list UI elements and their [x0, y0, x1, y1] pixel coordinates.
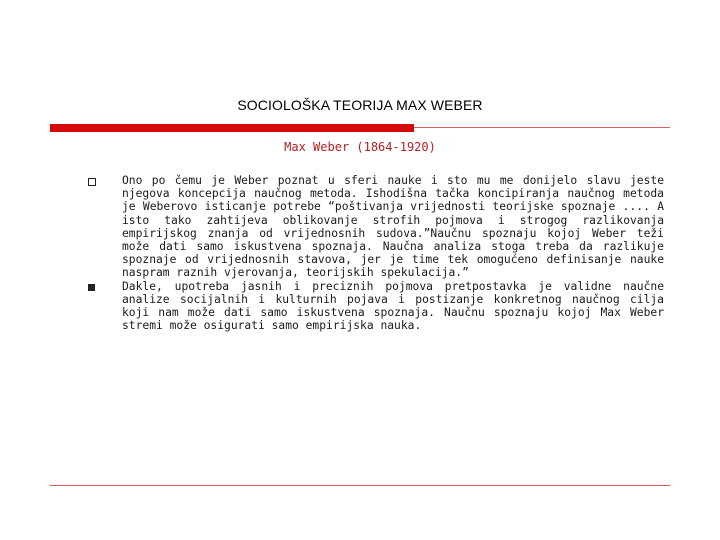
footer-rule	[50, 485, 670, 486]
slide-title: SOCIOLOŠKA TEORIJA MAX WEBER	[237, 97, 483, 113]
filled-square-icon	[88, 284, 95, 291]
bullet-item	[88, 174, 664, 280]
title-accent-bar	[50, 124, 414, 132]
bullet-text: Ono po čemu je Weber poznat u sferi nauke i sto mu me donijelo slavu jeste njegova koncepcija naučnog metoda. Ishodišna tačka koncipiranja naučnog metoda je Weberovo isticanje potrebe “poštivanja vrijednosti teorijske spoznaje .... A isto tako zahtijeva oblikovanje strofih pojmova i strogog razlikovanja empirijskog znanja od vrijednosnih sudova.”Naučnu spoznaju kojoj Weber teži može dati samo iskustvena spoznaja. Naučna analiza stoga treba da razlikuje spoznaje od vrijednosnih stavova, jer je time tek omogućeno definisanje nauke naspram raznih vjerovanja, teorijskih spekulacija.”	[122, 174, 664, 280]
slide-subtitle: Max Weber (1864-1920)	[284, 140, 436, 154]
hollow-square-icon	[88, 178, 96, 186]
bullet-item	[88, 280, 664, 333]
bullet-list	[88, 174, 664, 332]
bullet-text: Dakle, upotreba jasnih i preciznih pojmova pretpostavka je validne naučne analize socijalnih i kulturnih pojava i postizanje konkretnog naučnog cilja koji nam može dati samo iskustvena spoznaja. Naučnu spoznaju kojoj Max Weber stremi može osigurati samo empirijska nauka.	[122, 279, 664, 333]
